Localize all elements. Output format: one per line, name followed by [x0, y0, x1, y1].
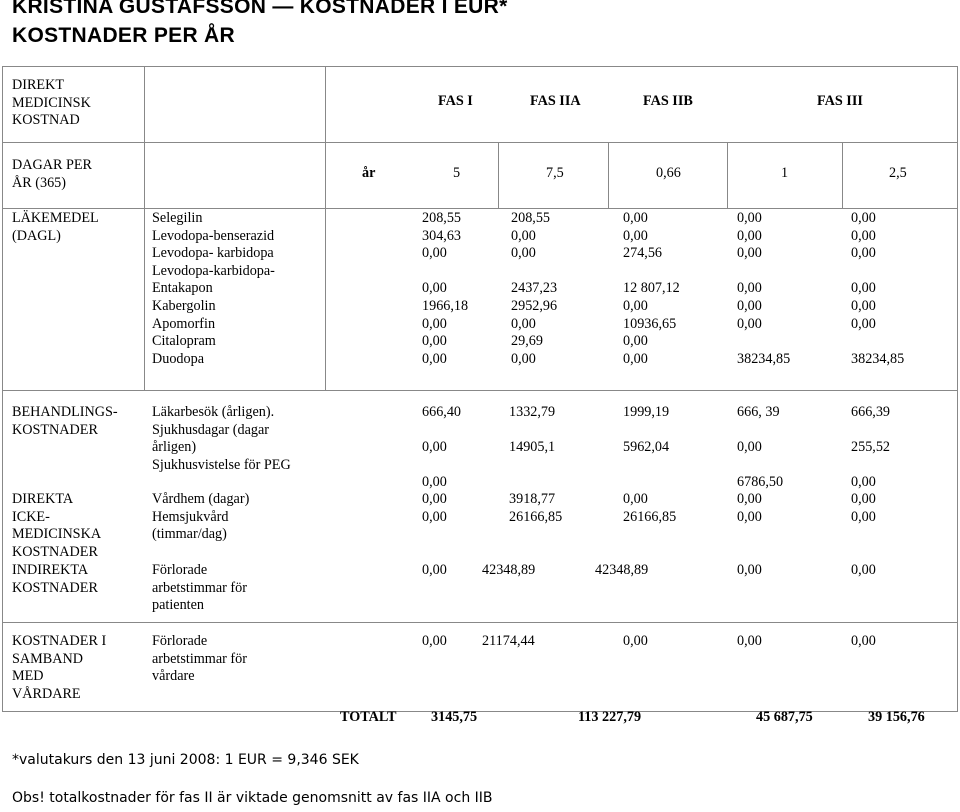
treatment-values-fas-iib: 1999,19 5962,04: [623, 404, 670, 456]
page-subtitle: KOSTNADER PER ÅR: [12, 24, 235, 47]
treatment-items: Läkarbesök (årligen). Sjukhusdagar (dagar årligen) Sjukhusvistelse för PEG: [152, 404, 291, 473]
carer-value-fas-iib: 0,00: [623, 633, 648, 649]
nonmedical-items: Vårdhem (dagar) Hemsjukvård (timmar/dag): [152, 491, 250, 543]
drug-values-fas-iii-2: 0,00 0,00 0,00 0,00 0,00 0,00 38234,85: [851, 210, 905, 367]
phase-header-fas-iia: FAS IIA: [530, 93, 581, 109]
days-value-fas-iii-1: 1: [781, 165, 789, 181]
drug-values-fas-iia: 208,55 0,00 0,00 2437,23 2952,96 0,00 29,69 0,00: [511, 210, 558, 367]
indirect-value-fas-i: 0,00: [422, 562, 447, 578]
total-fas-ii: 113 227,79: [578, 709, 642, 725]
drug-values-fas-i: 208,55 304,63 0,00 0,00 1966,18 0,00 0,00 0,00: [422, 210, 469, 367]
indirect-items: Förlorade arbetstimmar för patienten: [152, 562, 247, 614]
total-label: TOTALT: [340, 709, 397, 725]
days-value-fas-iii-2: 2,5: [889, 165, 907, 181]
drug-values-fas-iib: 0,00 0,00 274,56 12 807,12 0,00 10936,65 0,00 0,00: [623, 210, 680, 367]
carer-items: Förlorade arbetstimmar för vårdare: [152, 633, 247, 685]
indirect-value-fas-iia: 42348,89: [482, 562, 536, 578]
drugs-section-label: LÄKEMEDEL (DAGL): [12, 210, 99, 244]
carer-value-fas-iii-1: 0,00: [737, 633, 762, 649]
carer-value-fas-i: 0,00: [422, 633, 447, 649]
column-divider: [144, 66, 145, 390]
nonmedical-values-fas-iib: 0,00 26166,85: [623, 491, 677, 525]
phase-header-fas-iii: FAS III: [817, 93, 863, 109]
days-unit-label: år: [362, 165, 376, 181]
total-fas-iii-2: 39 156,76: [868, 709, 925, 725]
page-title: KRISTINA GUSTAFSSON — KOSTNADER I EUR*: [12, 0, 508, 18]
carer-value-fas-iia: 21174,44: [482, 633, 535, 649]
footnote-weighted-average: Obs! totalkostnader för fas II är viktade genomsnitt av fas IIA och IIB: [12, 790, 493, 806]
total-fas-i: 3145,75: [431, 709, 478, 725]
drug-list: Selegilin Levodopa-benserazid Levodopa- karbidopa Levodopa-karbidopa- Entakapon Kabergolin Apomorfin Citalopram Duodopa: [152, 210, 275, 367]
total-fas-iii-1: 45 687,75: [756, 709, 813, 725]
direct-nonmedical-label: DIREKTA ICKE- MEDICINSKA KOSTNADER: [12, 491, 102, 560]
phase-header-fas-i: FAS I: [438, 93, 473, 109]
column-divider: [498, 142, 499, 208]
carer-costs-label: KOSTNADER I SAMBAND MED VÅRDARE: [12, 633, 107, 702]
column-divider: [325, 66, 326, 390]
indirect-value-fas-iii-2: 0,00: [851, 562, 876, 578]
nonmedical-values-fas-iii-2: 0,00 0,00: [851, 491, 876, 525]
days-value-fas-iia: 7,5: [546, 165, 564, 181]
days-value-fas-i: 5: [453, 165, 461, 181]
phase-header-fas-iib: FAS IIB: [643, 93, 693, 109]
row-divider: [2, 142, 958, 143]
indirect-value-fas-iii-1: 0,00: [737, 562, 762, 578]
row-divider: [2, 208, 958, 209]
column-divider: [608, 142, 609, 208]
treatment-values-fas-iia: 1332,79 14905,1: [509, 404, 556, 456]
nonmedical-values-fas-iii-1: 0,00 0,00: [737, 491, 762, 525]
table-frame: [2, 66, 958, 712]
column-divider: [842, 142, 843, 208]
treatment-values-fas-iii-1: 666, 39 0,00 6786,50: [737, 404, 784, 491]
days-per-year-label: DAGAR PER ÅR (365): [12, 157, 93, 191]
indirect-costs-label: INDIREKTA KOSTNADER: [12, 562, 98, 596]
indirect-value-fas-iib: 42348,89: [595, 562, 649, 578]
treatment-values-fas-i: 666,40 0,00 0,00: [422, 404, 462, 491]
drug-values-fas-iii-1: 0,00 0,00 0,00 0,00 0,00 0,00 38234,85: [737, 210, 791, 367]
treatment-costs-label: BEHANDLINGS- KOSTNADER: [12, 404, 118, 438]
row-divider: [2, 622, 958, 623]
row-divider: [2, 390, 958, 391]
treatment-values-fas-iii-2: 666,39 255,52 0,00: [851, 404, 891, 491]
nonmedical-values-fas-iia: 3918,77 26166,85: [509, 491, 563, 525]
header-direct-medical-cost: DIREKT MEDICINSK KOSTNAD: [12, 77, 91, 129]
column-divider: [727, 142, 728, 208]
carer-value-fas-iii-2: 0,00: [851, 633, 876, 649]
days-value-fas-iib: 0,66: [656, 165, 681, 181]
footnote-exchange-rate: *valutakurs den 13 juni 2008: 1 EUR = 9,346 SEK: [12, 752, 359, 768]
nonmedical-values-fas-i: 0,00 0,00: [422, 491, 447, 525]
